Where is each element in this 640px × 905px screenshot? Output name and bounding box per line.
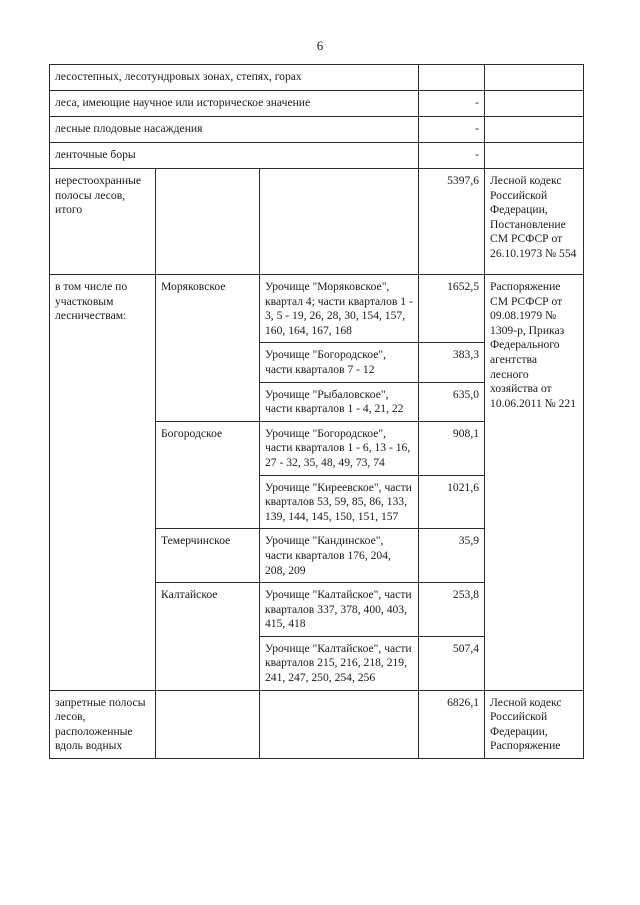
- legal-basis: [485, 117, 584, 143]
- forestry-name: Богородское: [156, 421, 260, 529]
- table-row: [50, 117, 584, 143]
- category-label: лесные плодовые насаждения: [50, 117, 419, 143]
- legal-basis: Лесной кодекс Российской Федерации, Распоряжение: [485, 690, 584, 758]
- table-row: [50, 690, 584, 758]
- tract-description: Урочище "Киреевское", части кварталов 53, 59, 85, 86, 133, 139, 144, 145, 150, 151, 157: [260, 475, 419, 529]
- category-label: лесостепных, лесотундровых зонах, степях, горах: [50, 65, 419, 91]
- area-value: -: [419, 143, 485, 169]
- legal-basis: Распоряжение СМ РСФСР от 09.08.1979 № 1309-р, Приказ Федерального агентства лесного хозяйства от 10.06.2011 № 221: [485, 275, 584, 691]
- area-value: 383,3: [419, 343, 485, 382]
- forestry-cell: [156, 169, 260, 275]
- legal-basis: Лесной кодекс Российской Федерации, Постановление СМ РСФСР от 26.10.1973 № 554: [485, 169, 584, 275]
- category-label: леса, имеющие научное или историческое значение: [50, 91, 419, 117]
- area-value: 635,0: [419, 382, 485, 421]
- tract-description: Урочище "Богородское", части кварталов 1 - 6, 13 - 16, 27 - 32, 35, 48, 49, 73, 74: [260, 421, 419, 475]
- category-label: нерестоохранные полосы лесов, итого: [50, 169, 156, 275]
- area-value: 5397,6: [419, 169, 485, 275]
- table-row: [50, 91, 584, 117]
- page-number: 6: [316, 38, 324, 53]
- tract-description: Урочище "Калтайское", части кварталов 215, 216, 218, 219, 241, 247, 250, 254, 256: [260, 636, 419, 690]
- area-value: 253,8: [419, 583, 485, 637]
- table-row: [50, 275, 584, 343]
- forestry-cell: [156, 690, 260, 758]
- table-row: [50, 169, 584, 275]
- forestry-name: Моряковское: [156, 275, 260, 422]
- area-value: 1652,5: [419, 275, 485, 343]
- legal-basis: [485, 91, 584, 117]
- category-label: в том числе по участковым лесничествам:: [50, 275, 156, 691]
- area-value: 1021,6: [419, 475, 485, 529]
- area-value: 6826,1: [419, 690, 485, 758]
- forestry-name: Калтайское: [156, 583, 260, 691]
- table-row: [50, 143, 584, 169]
- area-value: -: [419, 117, 485, 143]
- area-value: 507,4: [419, 636, 485, 690]
- legal-basis: [485, 65, 584, 91]
- area-value: 908,1: [419, 421, 485, 475]
- tract-description: Урочище "Богородское", части кварталов 7 - 12: [260, 343, 419, 382]
- area-value: -: [419, 91, 485, 117]
- tract-description: Урочище "Калтайское", части кварталов 337, 378, 400, 403, 415, 418: [260, 583, 419, 637]
- category-label: запретные полосы лесов, расположенные вдоль водных: [50, 690, 156, 758]
- table-row: [50, 65, 584, 91]
- area-value: [419, 65, 485, 91]
- tract-cell: [260, 169, 419, 275]
- tract-description: Урочище "Кандинское", части кварталов 176, 204, 208, 209: [260, 529, 419, 583]
- tract-cell: [260, 690, 419, 758]
- tract-description: Урочище "Рыбаловское", части кварталов 1 - 4, 21, 22: [260, 382, 419, 421]
- legal-basis: [485, 143, 584, 169]
- forestry-name: Темерчинское: [156, 529, 260, 583]
- forest-protection-table: [49, 64, 584, 759]
- tract-description: Урочище "Моряковское", квартал 4; части кварталов 1 - 3, 5 - 19, 26, 28, 30, 154, 157, 160, 164, 167, 168: [260, 275, 419, 343]
- category-label: ленточные боры: [50, 143, 419, 169]
- area-value: 35,9: [419, 529, 485, 583]
